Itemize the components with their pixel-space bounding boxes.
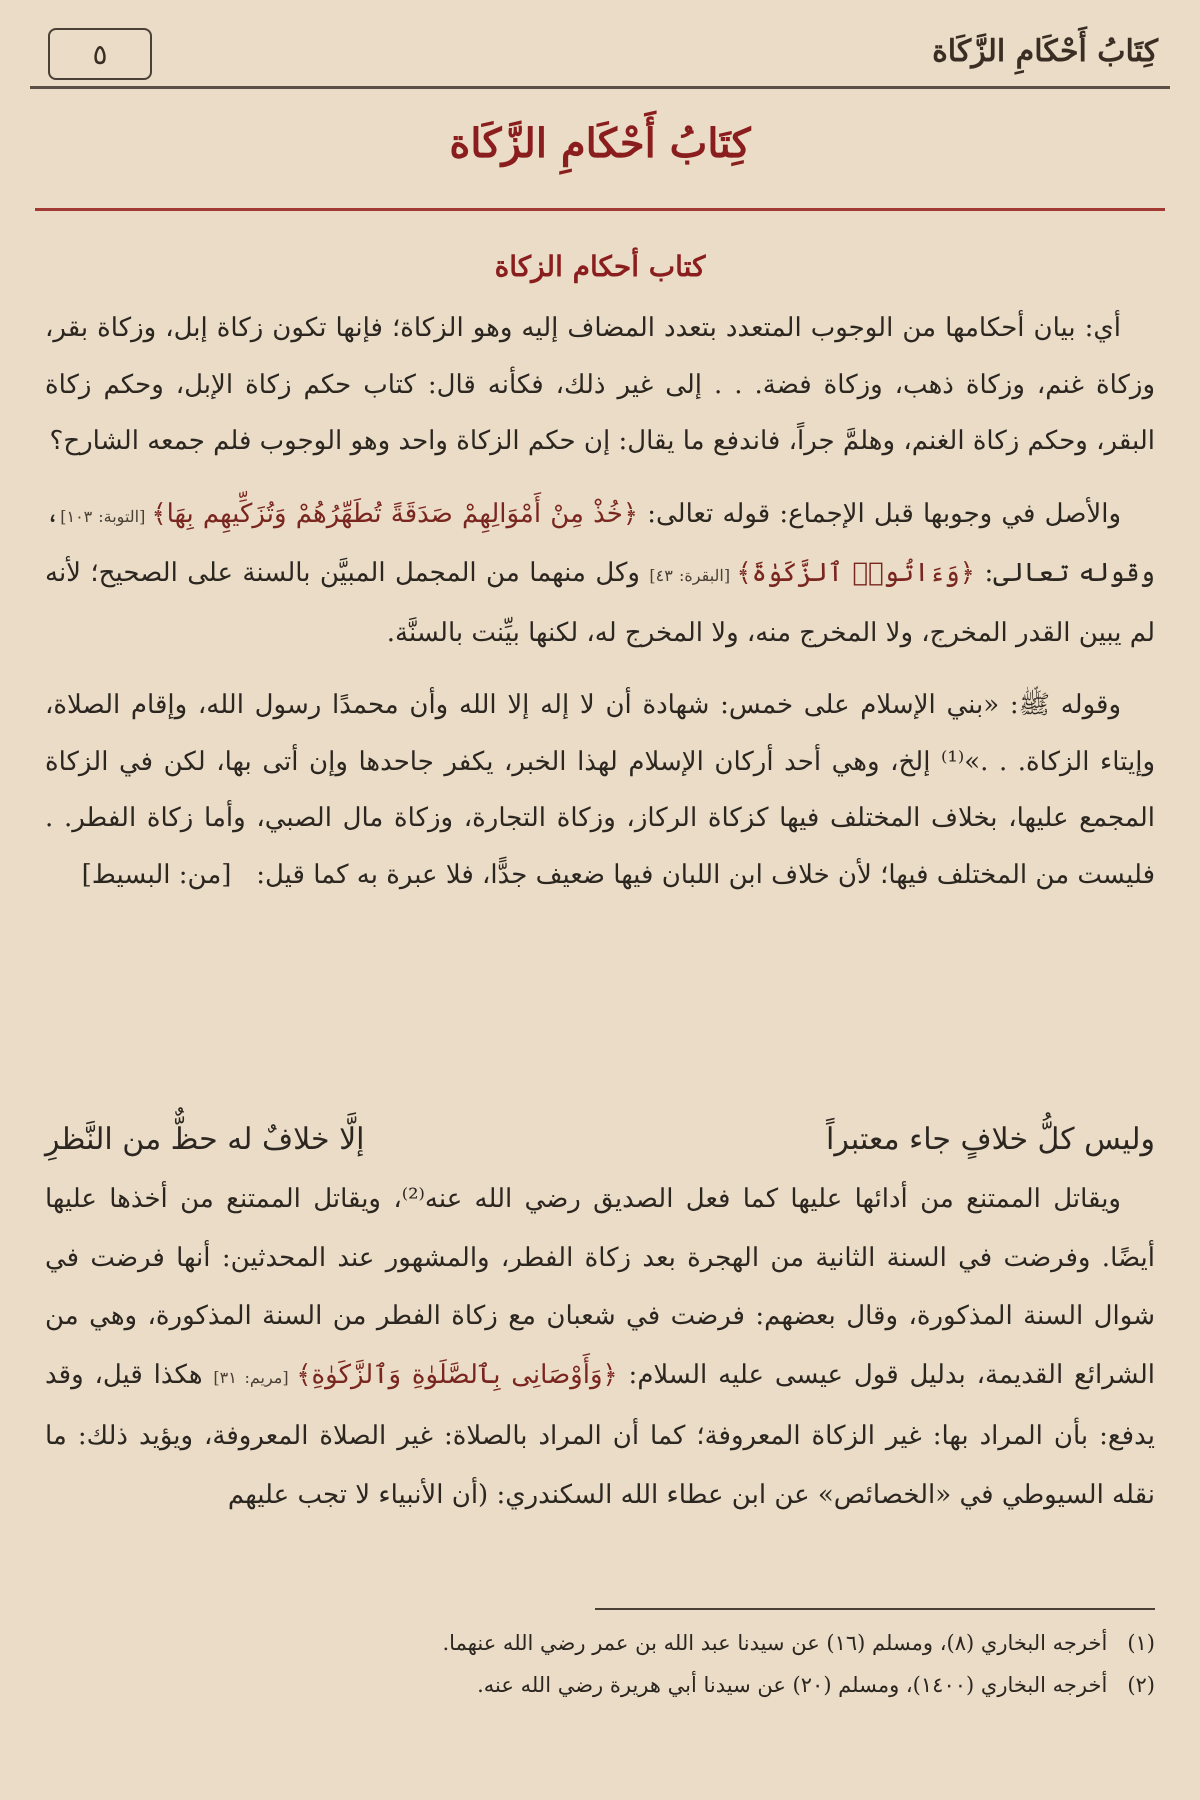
footnote-number: (٢)	[1127, 1673, 1155, 1697]
verse-reference-3: [مريم: ٣١]	[213, 1367, 297, 1387]
paragraph-3-text: وقوله ﷺ: «بني الإسلام على خمس: شهادة أن لا إله إلا الله وأن محمدًا رسول الله، وإقام الصلاة، وإيتاء الزكاة. . .»⁽¹⁾ إلخ، وهي أحد أركان الإسلام لهذا الخبر، يكفر جاحدها وإن أتى بها، لكن في الزكاة المجمع عليها، بخلاف المختلف فيها كزكاة الركاز، وزكاة التجارة، وزكاة مال الصبي، وأما زكاة الفطر. . فليست من المختلف فيها؛ لأن خلاف ابن اللبان فيها ضعيف جدًّا، فلا عبرة به كما قيل:	[45, 690, 1156, 890]
verse-reference-1: [التوبة: ١٠٣]	[60, 506, 152, 526]
footnote-1	[45, 1622, 1155, 1664]
main-text-continued	[45, 1170, 1155, 1524]
paragraph-2-intro: والأصل في وجوبها قبل الإجماع: قوله تعالى:	[638, 498, 1122, 529]
footnote-text: أخرجه البخاري (٨)، ومسلم (١٦) عن سيدنا عبد الله بن عمر رضي الله عنهما.	[442, 1631, 1108, 1655]
footnote-divider	[595, 1608, 1155, 1610]
paragraph-4	[45, 1170, 1155, 1524]
paragraph-1: أي: بيان أحكامها من الوجوب المتعدد بتعدد المضاف إليه وهو الزكاة؛ فإنها تكون زكاة إبل، وزكاة بقر، وزكاة غنم، وزكاة ذهب، وزكاة فضة. . . إلى غير ذلك، فكأنه قال: كتاب حكم زكاة الإبل، وحكم زكاة البقر، وحكم زكاة الغنم، وهلمَّ جراً، فاندفع ما يقال: إن حكم الزكاة واحد وهو الوجوب فلم جمعه الشارح؟	[45, 313, 1155, 456]
running-title: كِتَابُ أَحْكَامِ الزَّكَاة	[932, 34, 1158, 69]
running-header	[30, 20, 1170, 90]
paragraph-2-rest: وكل منهما من المجمل المبيَّن بالسنة على الصحيح؛ لأنه لم يبين القدر المخرج، ولا المخرج منه، ولا المخرج له، لكنها بيِّنت بالسنَّة.	[45, 558, 1155, 648]
paragraph-4-rest: هكذا قيل، وقد يدفع: بأن المراد بها: غير الزكاة المعروفة؛ كما أن المراد بالصلاة: غير الصلاة المعروفة، ويؤيد ذلك: ما نقله السيوطي في «الخصائص» عن ابن عطاء الله السكندري: (أن الأنبياء لا تجب عليهم	[45, 1359, 1155, 1510]
title-divider	[35, 208, 1165, 211]
footnote-2	[45, 1664, 1155, 1706]
paragraph-3	[45, 677, 1155, 903]
paragraph-2-mid: ، وقوله تعالى:	[45, 498, 1155, 588]
footnote-text: أخرجه البخاري (١٤٠٠)، ومسلم (٢٠) عن سيدنا أبي هريرة رضي الله عنه.	[477, 1673, 1108, 1697]
poem-verse	[45, 1110, 1155, 1170]
main-text	[45, 300, 1155, 919]
poem-first-hemistich: وليس كلُّ خلافٍ جاء معتبراً	[826, 1122, 1155, 1157]
quran-verse-3: ﴿وَأَوْصَانِى بِٱلصَّلَوٰةِ وَٱلزَّكَوٰةِ﴾	[296, 1359, 618, 1390]
book-title: كِتَابُ أَحْكَامِ الزَّكَاة	[449, 120, 751, 167]
verse-reference-2: [البقرة: ٤٣]	[649, 566, 737, 585]
quran-verse-2: ﴿وَءَاتُوا۟ ٱلزَّكَوٰةَ﴾	[736, 558, 976, 588]
poetic-meter-label: [من: البسيط]	[81, 859, 232, 890]
header-divider	[30, 86, 1170, 89]
section-heading: كتاب أحكام الزكاة	[494, 250, 706, 283]
page-number: ٥	[48, 28, 152, 80]
quran-verse-1: ﴿خُذْ مِنْ أَمْوَالِهِمْ صَدَقَةً تُطَهِّرُهُمْ وَتُزَكِّيهِم بِهَا﴾	[151, 498, 639, 529]
footnotes	[45, 1622, 1155, 1706]
paragraph-4-text: ويقاتل الممتنع من أدائها عليها كما فعل الصديق رضي الله عنه⁽²⁾، ويقاتل الممتنع من أخذها عليها أيضًا. وفرضت في السنة الثانية من الهجرة بعد زكاة الفطر، والمشهور عند المحدثين: أنها فرضت في شوال السنة المذكورة، وقال بعضهم: فرضت في شعبان مع زكاة الفطر من السنة المذكورة، وهي من الشرائع القديمة، بدليل قول عيسى عليه السلام:	[45, 1184, 1155, 1390]
footnote-number: (١)	[1127, 1631, 1155, 1655]
poem-second-hemistich: إلَّا خلافٌ له حظٌّ من النَّظرِ	[45, 1122, 365, 1157]
paragraph-2	[45, 486, 1155, 662]
